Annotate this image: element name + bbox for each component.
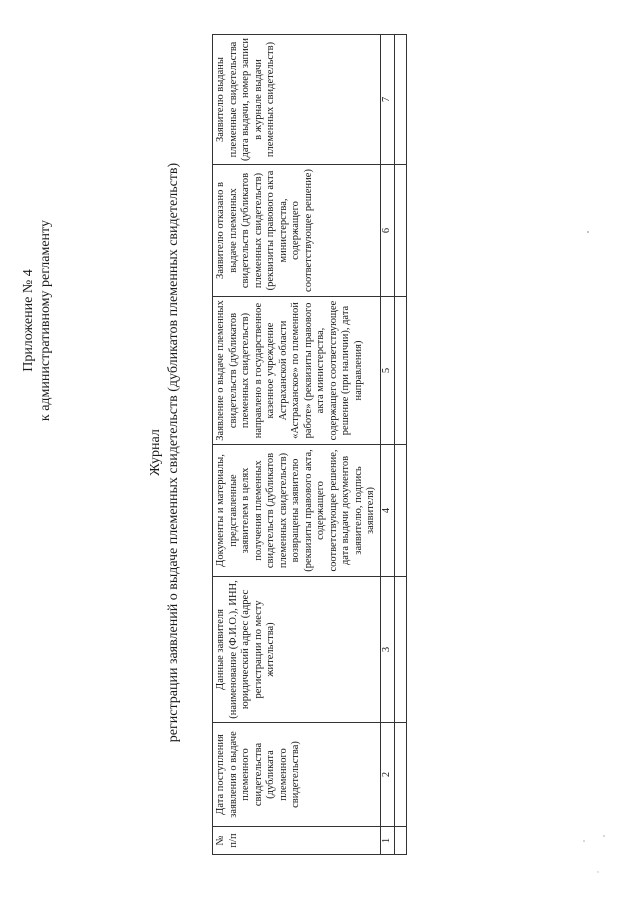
column-number: 1 (380, 827, 394, 855)
scan-speck (603, 835, 605, 837)
scan-speck (587, 231, 589, 233)
header-cell-issued: Заявителю выданы племенные свидетельства (дата выдачи, номер записи в журнале выдачи племенных свидетельств) (213, 35, 381, 165)
appendix-reference: к административному регламенту (38, 220, 53, 422)
header-cell-returned-documents: Документы и материалы, представленные заявителем в целях получения племенных свидетельств (дубликатов племенных свидетельств) возвращены заявителю (реквизиты правового акта, содержащего соответствующее решение, дата выдачи документов заявителю, подпись заявителя) (213, 445, 381, 577)
column-number: 6 (380, 165, 394, 297)
scan-speck (583, 840, 585, 842)
scan-speck (597, 871, 598, 872)
column-number: 4 (380, 445, 394, 577)
header-cell-applicant: Данные заявителя (наименование (Ф.И.О.), ИНН, юридический адрес (адрес регистрации по месту жительства) (213, 577, 381, 723)
header-cell-date: Дата поступления заявления о выдаче племенного свидетельства (дубликата племенного свидетельства) (213, 723, 381, 827)
column-number: 3 (380, 577, 394, 723)
journal-title: Журнал (148, 429, 163, 476)
header-cell-refusal: Заявителю отказано в выдаче племенных свидетельств (дубликатов племенных свидетельств) (реквизиты правового акта министерства, содержащего соответствующее решение) (213, 165, 381, 297)
column-number: 5 (380, 297, 394, 445)
appendix-number: Приложение № 4 (21, 269, 36, 372)
column-number: 2 (380, 723, 394, 827)
header-cell-number: № п/п (213, 827, 381, 855)
header-cell-sent-application: Заявление о выдаче племенных свидетельств (дубликатов племенных свидетельств) направлено в государственное казенное учреждение Астраханской области «Астраханское» по племенной работе» (реквизиты правового акта министерства, содержащего соответствующее решение (при наличии), дата направления) (213, 297, 381, 445)
column-number: 7 (380, 35, 394, 165)
journal-subtitle: регистрации заявлений о выдаче племенных свидетельств (дубликатов племенных свидетельств) (166, 162, 181, 743)
